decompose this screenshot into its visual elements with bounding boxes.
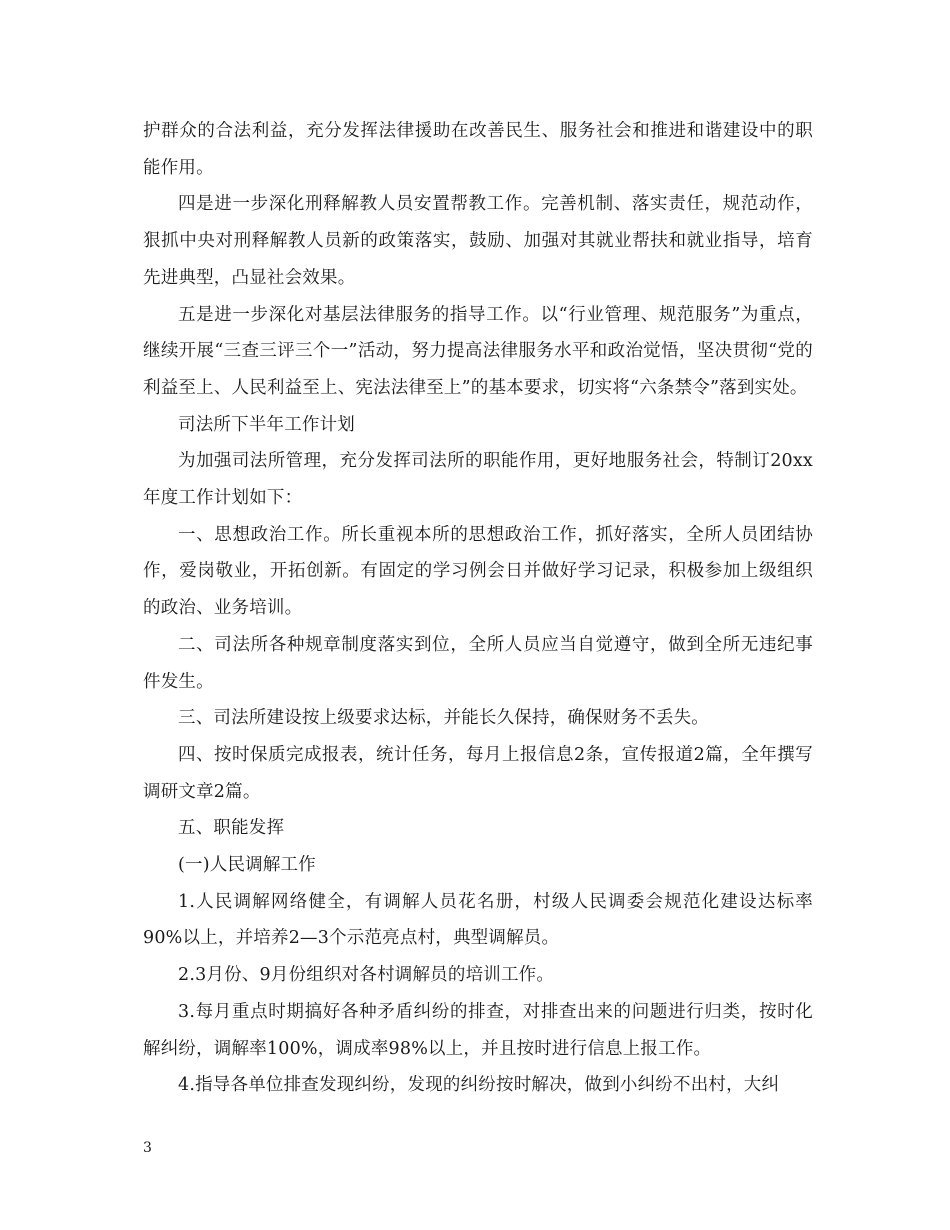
- document-body: [143, 113, 813, 1104]
- paragraph-item-5-heading: 五、职能发挥: [178, 818, 285, 839]
- paragraph-item-4: 四、按时保质完成报表，统计任务，每月上报信息2条，宣传报道2篇，全年撰写调研文章2篇。: [143, 744, 813, 802]
- paragraph-item-1: 一、思想政治工作。所长重视本所的思想政治工作，抓好落实，全所人员团结协作，爱岗敬业，开拓创新。有固定的学习例会日并做好学习记录，积极参加上级组织的政治、业务培训。: [143, 524, 813, 619]
- paragraph-3: 五是进一步深化对基层法律服务的指导工作。以“行业管理、规范服务”为重点，继续开展“三查三评三个一”活动，努力提高法律服务水平和政治觉悟，坚决贯彻“党的利益至上、人民利益至上、宪法法律至上”的基本要求，切实将“六条禁令”落到实处。: [143, 304, 813, 398]
- page-number: 3: [143, 1140, 152, 1156]
- list-item-2: 2.3月份、9月份组织对各村调解员的培训工作。: [178, 965, 555, 986]
- subsection-heading: (一)人民调解工作: [178, 855, 316, 876]
- paragraph-1: 护群众的合法利益，充分发挥法律援助在改善民生、服务社会和推进和谐建设中的职能作用。: [143, 121, 813, 178]
- paragraph-intro: 为加强司法所管理，充分发挥司法所的职能作用，更好地服务社会，特制订20xx年度工作计划如下：: [143, 451, 813, 509]
- section-heading: 司法所下半年工作计划: [178, 414, 355, 435]
- paragraph-2: 四是进一步深化刑释解教人员安置帮教工作。完善机制、落实责任，规范动作，狠抓中央对刑释解教人员新的政策落实，鼓励、加强对其就业帮扶和就业指导，培育先进典型，凸显社会效果。: [143, 194, 813, 288]
- list-item-1: 1.人民调解网络健全，有调解人员花名册，村级人民调委会规范化建设达标率90%以上，并培养2—3个示范亮点村，典型调解员。: [143, 891, 813, 949]
- list-item-3: 3.每月重点时期搞好各种矛盾纠纷的排查，对排查出来的问题进行归类，按时化解纠纷，调解率100%，调成率98%以上，并且按时进行信息上报工作。: [143, 1001, 813, 1059]
- paragraph-item-3: 三、司法所建设按上级要求达标，并能长久保持，确保财务不丢失。: [178, 708, 709, 729]
- paragraph-item-2: 二、司法所各种规章制度落实到位，全所人员应当自觉遵守，做到全所无违纪事件发生。: [143, 634, 813, 692]
- list-item-4: 4.指导各单位排查发现纠纷，发现的纠纷按时解决，做到小纠纷不出村，大纠: [178, 1075, 780, 1096]
